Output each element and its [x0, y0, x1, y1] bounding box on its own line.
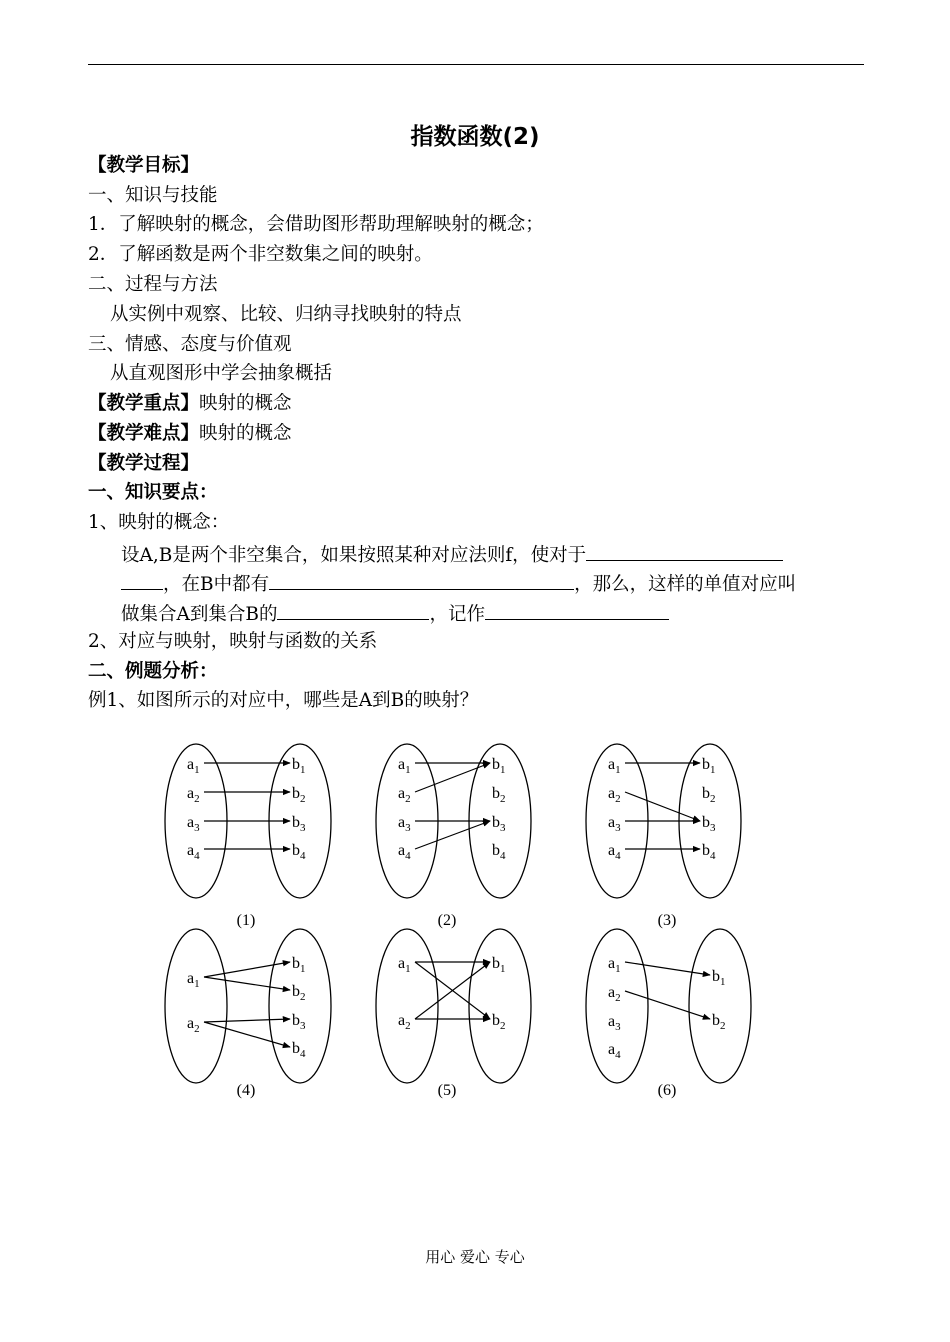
difficulty-label: 【教学难点】 — [88, 423, 200, 444]
blank-3 — [269, 569, 574, 590]
diagram-4-arrow-3 — [204, 1019, 290, 1022]
diagram-4-b-label-4: $b_4$ — [292, 1040, 306, 1060]
diagram-6-caption: (6) — [657, 1082, 677, 1099]
diagram-4-a-label-2: $a_2$ — [187, 1015, 200, 1035]
process-label: 【教学过程】 — [88, 453, 200, 474]
page-title: 指数函数(2) — [410, 124, 540, 150]
goals-label: 【教学目标】 — [88, 155, 200, 176]
diagram-5-b-label-2: $b_2$ — [492, 1012, 506, 1032]
diagram-2-caption: (2) — [437, 912, 457, 929]
set-b-ellipse-6 — [689, 929, 751, 1083]
goal1-item1: 1．了解映射的概念，会借助图形帮助理解映射的概念； — [88, 214, 544, 235]
diagram-1-a-label-3: $a_3$ — [187, 814, 200, 834]
diagram-3-b-label-1: $b_1$ — [702, 756, 716, 776]
diagram-6-a-label-3: $a_3$ — [608, 1013, 621, 1033]
difficulty-text: 映射的概念 — [199, 423, 292, 444]
diagram-6-b-label-2: $b_2$ — [712, 1012, 726, 1032]
diagram-4-a-label-1: $a_1$ — [187, 970, 200, 990]
diagram-1-b-label-4: $b_4$ — [292, 842, 306, 862]
goal3-text: 从直观图形中学会抽象概括 — [110, 363, 333, 384]
diagram-3-b-label-2: $b_2$ — [702, 785, 716, 805]
definition-line-3 — [121, 599, 669, 628]
top-rule — [88, 64, 864, 65]
def-text-1: 设A,B是两个非空集合，如果按照某种对应法则f，使对于 — [121, 545, 587, 566]
diagram-3-a-label-3: $a_3$ — [608, 814, 621, 834]
def-text-3a: 做集合A到集合B的 — [121, 604, 278, 625]
diagram-3-b-label-4: $b_4$ — [702, 842, 716, 862]
diagram-2-a-label-4: $a_4$ — [398, 842, 411, 862]
diagram-1-a-label-2: $a_2$ — [187, 785, 200, 805]
def-text-2a: ，在B中都有 — [163, 574, 270, 595]
diagram-5-caption: (5) — [437, 1082, 457, 1099]
diagram-2-b-label-4: $b_4$ — [492, 842, 506, 862]
goal1-heading: 一、知识与技能 — [88, 185, 218, 206]
part2-heading: 二、例题分析： — [88, 661, 218, 682]
def-text-2b: ，那么，这样的单值对应叫 — [574, 574, 797, 595]
diagram-4-arrow-4 — [204, 1022, 290, 1047]
definition-line-1 — [121, 540, 783, 569]
diagram-3-a-label-4: $a_4$ — [608, 842, 621, 862]
blank-5 — [485, 599, 669, 620]
diagram-5-b-label-1: $b_1$ — [492, 955, 506, 975]
set-a-ellipse-4 — [165, 929, 227, 1083]
diagram-5-a-label-2: $a_2$ — [398, 1012, 411, 1032]
diagram-3-arrow-2 — [625, 792, 700, 821]
page-footer: 用心 爱心 专心 — [425, 1248, 525, 1266]
def-text-3b: ，记作 — [429, 604, 485, 625]
diagram-1-caption: (1) — [236, 912, 256, 929]
diagram-6-arrow-1 — [625, 962, 710, 975]
diagram-3-b-label-3: $b_3$ — [702, 814, 716, 834]
diagram-4-arrow-2 — [204, 977, 290, 990]
diagram-4-caption: (4) — [236, 1082, 256, 1099]
diagram-6-a-label-1: $a_1$ — [608, 955, 621, 975]
diagram-3-a-label-2: $a_2$ — [608, 785, 621, 805]
goal3-heading: 三、情感、态度与价值观 — [88, 334, 292, 355]
diagram-4-b-label-2: $b_2$ — [292, 983, 306, 1003]
diagram-5-a-label-1: $a_1$ — [398, 955, 411, 975]
key-point — [88, 391, 292, 417]
goal2-text: 从实例中观察、比较、归纳寻找映射的特点 — [110, 304, 462, 325]
diagram-2-a-label-3: $a_3$ — [398, 814, 411, 834]
diagram-2-b-label-3: $b_3$ — [492, 814, 506, 834]
diagram-1-b-label-1: $b_1$ — [292, 756, 306, 776]
diagram-1-b-label-2: $b_2$ — [292, 785, 306, 805]
blank-2 — [121, 569, 163, 590]
diagram-6-a-label-4: $a_4$ — [608, 1041, 621, 1061]
set-b-ellipse-5 — [469, 929, 531, 1083]
diagram-3-caption: (3) — [657, 912, 677, 929]
diagram-2-b-label-1: $b_1$ — [492, 756, 506, 776]
goal2-heading: 二、过程与方法 — [88, 274, 218, 295]
diagram-3-a-label-1: $a_1$ — [608, 756, 621, 776]
part1-heading: 一、知识要点： — [88, 482, 218, 503]
diagram-2-a-label-1: $a_1$ — [398, 756, 411, 776]
diagram-1-b-label-3: $b_3$ — [292, 814, 306, 834]
blank-1 — [586, 540, 783, 561]
diagram-2-b-label-2: $b_2$ — [492, 785, 506, 805]
diagram-6-b-label-1: $b_1$ — [712, 968, 726, 988]
diagram-4-arrow-1 — [204, 962, 290, 977]
blank-4 — [277, 599, 429, 620]
p1-item1: 1、映射的概念： — [88, 512, 230, 533]
set-a-ellipse-5 — [376, 929, 438, 1083]
diagram-2-arrow-4 — [415, 821, 490, 849]
mapping-diagrams — [0, 730, 950, 1110]
diagram-4-b-label-1: $b_1$ — [292, 955, 306, 975]
diagram-6-a-label-2: $a_2$ — [608, 984, 621, 1004]
key-text: 映射的概念 — [199, 393, 292, 414]
diagram-1-a-label-4: $a_4$ — [187, 842, 200, 862]
diagram-2-a-label-2: $a_2$ — [398, 785, 411, 805]
goal1-item2: 2．了解函数是两个非空数集之间的映射。 — [88, 244, 433, 265]
p1-item2: 2、对应与映射，映射与函数的关系 — [88, 631, 378, 652]
definition-line-2 — [121, 569, 796, 598]
key-label: 【教学重点】 — [88, 393, 200, 414]
difficulty-point — [88, 421, 292, 447]
diagram-2-arrow-2 — [415, 763, 490, 792]
diagram-4-b-label-3: $b_3$ — [292, 1012, 306, 1032]
example1-text: 例1、如图所示的对应中，哪些是A到B的映射？ — [88, 690, 479, 711]
diagram-6-arrow-2 — [625, 991, 710, 1019]
diagram-1-a-label-1: $a_1$ — [187, 756, 200, 776]
